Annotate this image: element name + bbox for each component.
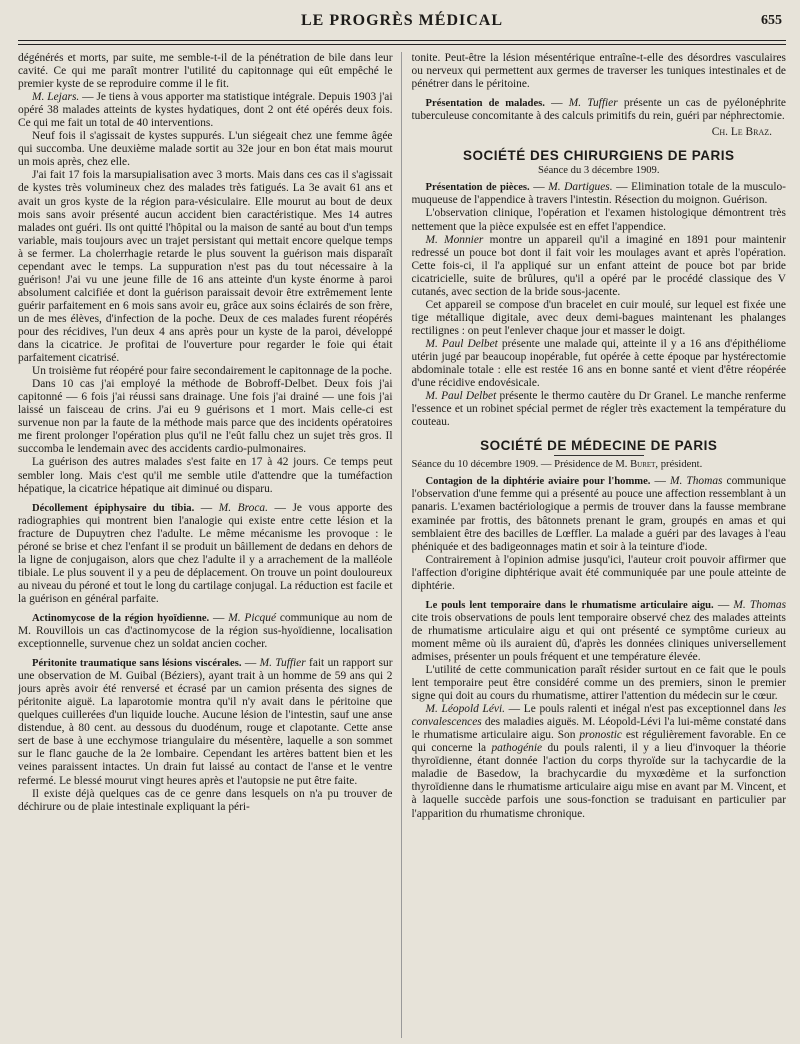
paragraph-text: présente un cas de pyélonéphrite tuberculeuse concomitante à des calculs primitifs du rein, guéri par néphrectomie. — [411, 97, 786, 123]
paragraph: Présentation de pièces. — M. Dartigues. — Elimination totale de la musculo-muqueuse de l'appendice à travers l'intestin. Résection du moignon. Guérison. — [411, 181, 786, 207]
section-rubric: Péritonite traumatique sans lésions viscérales. — [32, 658, 242, 670]
paragraph: tonite. Peut-être la lésion mésentérique entraîne-t-elle des désordres vasculaires ou nerveux qui permettent aux germes de traverser les tuniques intestinales et de pénétrer dans le péritoine. — [411, 52, 786, 91]
speaker-name: M. Picqué — [228, 611, 276, 624]
paragraph: Dans 10 cas j'ai employé la méthode de Bobroff-Delbet. Deux fois j'ai capitonné — 6 fois j'ai réussi sans drainage. Une fois j'ai drainé — une fois j'ai laissé un faisceau de crins. J'ai eu 9 guérisons et 1 mort. Mais celle-ci est survenue non par la faute de la méthode mais parce que des incidents opératoires me firent prolonger l'opération plus qu'il ne l'eût fallu chez un sujet très gros. Il succomba le lendemain avec des accidents cardio-pulmonaires. — [18, 378, 393, 456]
society-name: SOCIÉTÉ DE MÉDECINE DE PARIS — [480, 438, 718, 454]
speaker-name: M. Monnier — [425, 233, 484, 246]
report-signature: Ch. Le Braz. — [711, 126, 772, 139]
paragraph-text: cite trois observations de pouls lent temporaire observé chez des malades atteints de rhumatisme articulaire aigu et qui ont présenté ce symptôme curieux au moment même où ils auraient dû, d'après les données cliniques universellement admises, présenter un pouls fréquent et une température élevée. — [411, 611, 786, 663]
paragraph: J'ai fait 17 fois la marsupialisation avec 3 morts. Mais dans ces cas il s'agissait de kystes très volumineux chez des malades très fatigués. La 3e avait 61 ans et avait un gros kyste de la région para-vésiculaire. Elle mourut au bout de deux mois sans avoir présenté aucun accident bien caractéristique. Mes 14 autres malades ont guéri. Ils ont quitté l'hôpital ou la maison de santé au bout d'un temps variable, mais toujours avec un trajet persistant qui mettait encore quelque temps à se fermer. La cholerrhagie retarde le plus souvent la guérison mais disparaît cependant avec le temps. La suppuration n'est pas du tout nécessaire à la guérison! J'ai vu une jeune fille de 16 ans atteinte d'un kyste énorme à paroi absolument calcifiée et dont la guérison paraissait devoir être extrêmement lente guérir parfaitement en 6 mois sans avoir eu, grâce aux soins éclairés de son frère, un de mes élèves, d'infection de la poche. Deux de ces malades furent réopérés pour des récidives, l'un deux 4 ans après pour un kyste de la paroi, développé dans la cicatrice. Je profitai de l'ouverture pour regarder le foie qui était parfaitement cicatrisé. — [18, 169, 393, 365]
paragraph-text: — Je vous apporte des radiographies qui montrent bien l'analogie qui existe entre cette lésion et la fracture de Dupuytren chez l'adulte. Le même mécanisme les provoque : le péroné se brise et chez l'enfant il se produit un bâillement de dedans en dehors de la ligne de conjugaison, alors que chez l'adulte il y a arrachement de la malléole tibiale. Le plus souvent il y a peu de déplacement. On trouve un point douloureux au niveau du péroné et tout le long du cartilage conjugal. La réduction est facile et la guérison en général parfaite. — [18, 501, 393, 605]
header-rule — [18, 40, 786, 45]
section-rubric: Présentation de pièces. — [425, 182, 530, 194]
paragraph: Cet appareil se compose d'un bracelet en cuir moulé, sur lequel est fixée une tige métallique digitale, avec deux demi-bagues maintenant les phalanges rectilignes : on peut l'enlever chaque jour et masser le doigt. — [411, 298, 786, 337]
section-rubric: Contagion de la diphtérie aviaire pour l'homme. — [425, 476, 651, 488]
paragraph-text: communique au nom de M. Rouvillois un cas d'actinomycose de la région sus-hyoïdienne, localisation exceptionnelle, survenue chez un soldat ancien cocher. — [18, 611, 393, 651]
emphasis: pathogénie — [491, 742, 543, 755]
paragraph-text: — Le pouls ralenti et inégal n'est pas exceptionnel dans — [505, 703, 774, 716]
speaker-name: M. Thomas — [733, 598, 786, 611]
session-text: Séance du 10 décembre 1909. — Présidence de M. — [411, 459, 628, 471]
paragraph: La guérison des autres malades s'est faite en 17 à 42 jours. Ce temps peut sembler long. Mais c'est qu'il me semble utile d'attendre que la tuméfaction hépatique, la cicatrice hépatique ait diminué ou disparu. — [18, 456, 393, 495]
speaker-name: M. Dartigues. — [548, 181, 613, 194]
speaker-name: M. Lejars. — [32, 91, 80, 104]
section-rubric: Le pouls lent temporaire dans le rhumatisme articulaire aigu. — [425, 599, 714, 611]
paragraph: Décollement épiphysaire du tibia. — M. Broca. — Je vous apporte des radiographies qui montrent bien l'analogie qui existe entre cette lésion et la fracture de Dupuytren chez l'adulte. Le même mécanisme les provoque : le péroné se brise et chez l'enfant il se produit un bâillement de dedans en dehors de la ligne de conjugaison, alors que chez l'adulte il y a arrachement de la malléole tibiale. Le plus souvent il y a peu de déplacement. On trouve un point douloureux au niveau du péroné et tout le long du cartilage conjugal. La réduction est facile et la guérison en général parfaite. — [18, 501, 393, 605]
paragraph: dégénérés et morts, par suite, me semble-t-il de la pénétration de bile dans leur cavité. Ce qui me paraît montrer l'utilité du capitonnage qui eût empêché le premier kyste de se reproduire comme il le fit. — [18, 52, 393, 91]
paragraph — [412, 390, 787, 429]
paragraph-text: — Je tiens à vous apporter ma statistique intégrale. Depuis 1903 j'ai opéré 38 malades atteints de kystes hydatiques, dont 2 ont été opérés deux fois. Ce qui me fait un total de 40 interventions. — [18, 91, 393, 130]
paragraph: Un troisième fut réopéré pour faire secondairement le capitonnage de la poche. — [32, 365, 392, 378]
page-number: 655 — [761, 13, 782, 28]
paragraph: L'utilité de cette communication paraît résider surtout en ce fait que le pouls lent temporaire peut être considéré comme un des premiers, sinon le premier signe qui doit au cours du rhumatisme, attirer l'attention du médecin sur le cœur. — [411, 664, 786, 703]
paragraph-text: communique l'observation d'une femme qui a présenté au pouce une affection ressemblant à un panaris. L'examen bactériologique a permis de trouver dans la fausse membrane examinée par frottis, des bâtonnets prenant le gram, groupés en amas et qui semblaient être des bacilles de Lœffler. La malade a guéri par des lavages à l'eau phéniquée et des badigeonnages matin et soir à la teinture d'iode. — [411, 475, 786, 553]
speaker-name: M. Broca. — [218, 501, 268, 514]
session-date — [412, 458, 787, 471]
speaker-name: M. Tuffier — [568, 97, 618, 110]
section-rubric: Décollement épiphysaire du tibia. — [32, 502, 195, 514]
paragraph: L'observation clinique, l'opération et l'examen histologique démontrent très nettement que la pièce expulsée est en effet l'appendice. — [411, 207, 786, 233]
paragraph-text: — Elimination totale de la musculo-muqueuse de l'appendice à travers l'intestin. Résection du moignon. Guérison. — [411, 181, 786, 207]
section-rubric: Actinomycose de la région hyoïdienne. — [32, 612, 210, 624]
speaker-name: M. Tuffier — [259, 657, 306, 670]
emphasis: pronostic — [579, 729, 622, 742]
paragraph: Neuf fois il s'agissait de kystes suppurés. L'un siégeait chez une femme âgée qui succomba. Une deuxième malade sortit au 32e jour en bon état mais mourut un mois après, chez elle. — [18, 130, 393, 169]
speaker-name: M. Paul Delbet — [425, 390, 497, 403]
speaker-name: M. Paul Delbet — [425, 337, 498, 350]
paragraph: Il existe déjà quelques cas de ce genre dans lesquels on n'a pu trouver de déchirure ou de plaie intestinale expliquant la péri- — [18, 787, 393, 813]
right-column — [412, 52, 787, 1038]
paragraph — [412, 703, 787, 820]
society-heading — [412, 439, 787, 471]
paragraph-text: est régulièrement favorable. En ce qui concerne la — [411, 729, 786, 755]
paragraph — [412, 234, 787, 299]
paragraph: Actinomycose de la région hyoïdienne. — M. Picqué communique au nom de M. Rouvillois un cas d'actinomycose de la région sus-hyoïdienne, localisation exceptionnelle, survenue chez un soldat ancien cocher. — [18, 611, 393, 651]
president-name: Buret, — [630, 459, 659, 471]
paragraph — [18, 91, 393, 130]
paragraph: Contagion de la diphtérie aviaire pour l'homme. — M. Thomas communique l'observation d'une femme qui a présenté au pouce une affection ressemblant à un panaris. L'examen bactériologique a permis de trouver dans la fausse membrane examinée par frottis, des bâtonnets prenant le gram, groupés en amas et qui semblaient être des bacilles de Lœffler. La malade a guéri par des lavages à l'eau phéniquée et des badigeonnages matin et soir à la teinture d'iode. — [411, 475, 786, 553]
paragraph-text: du pouls ralenti, il y a lieu d'invoquer la théorie thyroïdienne, étant donnée l'action du corps thyroïde sur la tachycardie de la maladie de Basedow, la brachycardie du myxœdème et la surfonction thyroïdienne dans le rhumatisme articulaire aigu mise en avant par M. Vincent, et à laquelle succède parfois une sous-fonction se traduisant en particulier par l'apparition du rhumatisme chronique. — [411, 742, 786, 820]
society-name: SOCIÉTÉ DES CHIRURGIENS DE PARIS — [462, 148, 735, 164]
society-heading — [412, 149, 787, 177]
emphasis: les convalescences — [411, 703, 786, 729]
paragraph: Présentation de malades. — M. Tuffier présente un cas de pyélonéphrite tuberculeuse concomitante à des calculs primitifs du rein, guéri par néphrectomie. — [411, 97, 786, 123]
speaker-name: M. Thomas — [669, 475, 723, 488]
section-rubric: Présentation de malades. — [425, 98, 545, 110]
session-date: Séance du 3 décembre 1909. — [538, 165, 660, 177]
paragraph-text: présente une malade qui, atteinte il y a 16 ans d'épithéliome utérin jugé par beaucoup inopérable, fut opérée à cette époque par hystérectomie abdominale totale : elle est restée 16 ans en bonne santé et vient d'être réopérée d'une récidive endovésicale. — [411, 337, 786, 390]
paragraph: Le pouls lent temporaire dans le rhumatisme articulaire aigu. — M. Thomas cite trois observations de pouls lent temporaire observé chez des malades atteints de rhumatisme articulaire aigu et qui ont présenté ce symptôme curieux au moment même où ils auraient dû, d'après les données cliniques universellement admises, présenter un pouls fréquent et une température élevée. — [411, 598, 786, 663]
running-head — [18, 0, 786, 38]
left-column — [18, 52, 402, 1038]
paragraph: Contrairement à l'opinion admise jusqu'ici, l'auteur croit pouvoir affirmer que l'affection d'origine diphtérique avait été communiquée par une poule atteinte de diphtérie. — [411, 553, 786, 592]
journal-title: LE PROGRÈS MÉDICAL — [300, 12, 504, 29]
paragraph-text: montre un appareil qu'il a imaginé en 1891 pour maintenir redressé un pouce bot dont il fait voir les moulages avant et après l'opération. Cette fois-ci, il l'a appliqué sur un enfant atteint de pouce bot par bride cicatricielle, suite de brûlures, qu'il a opéré par le procédé classique des V cutanés, avec section de la bride sous-jacente. — [411, 233, 786, 298]
paragraph — [412, 338, 787, 390]
paragraph: Péritonite traumatique sans lésions viscérales. — M. Tuffier fait un rapport sur une observation de M. Guibal (Béziers), ayant trait à un homme de 59 ans qui 2 jours après avoir été renversé et écrasé par un camion présenta des signes de péritonite aiguë. La laparotomie montra qu'il n'y avait dans le péritoine que quelques cuillerées d'un liquide louche. Aucune lésion de l'intestin, sauf une anse distendue, à 80 cent. au dessous du duodénum, rouge et clapotante. Cette anse sert de base à une ecchymose triangulaire du mésentère, laquelle a son sommet sur le flanc gauche de la 2e lombaire. Cependant les artères battent bien et les veines paraissent intactes. Un drain fut laissé au contact de l'anse et le ventre refermé. Le blessé mourut vingt heures après et l'autopsie ne put être faite. — [18, 657, 393, 787]
heading-underline — [554, 455, 644, 456]
paragraph-text: fait un rapport sur une observation de M. Guibal (Béziers), ayant trait à un homme de 59 ans qui 2 jours après avoir été renversé et écrasé par un camion présenta des signes de péritonite aiguë. La laparotomie montra qu'il n'y avait dans le péritoine que quelques cuillerées d'un liquide louche. Aucune lésion de l'intestin, sauf une anse distendue, à 80 cent. au dessous du duodénum, rouge et clapotante. Cette anse sert de base à une ecchymose triangulaire du mésentère, laquelle a son sommet sur le flanc gauche de la 2e lombaire. Cependant les artères battent bien et les veines paraissent intactes. Un drain fut laissé au contact de l'anse et le ventre refermé. Le blessé mourut vingt heures après et l'autopsie ne put être faite. — [18, 657, 393, 787]
session-text: président. — [658, 459, 703, 471]
paragraph-text: des maladies aiguës. M. Léopold-Lévi l'a lui-même constaté dans le rhumatisme articulaire aigu. Son — [411, 716, 786, 742]
paragraph-text: présente le thermo cautère du Dr Granel. Le manche renferme l'essence et un robinet spécial permet de régler très exactement la température du couteau. — [411, 390, 786, 429]
speaker-name: M. Léopold Lévi. — [425, 703, 505, 716]
two-column-body — [18, 52, 786, 1038]
